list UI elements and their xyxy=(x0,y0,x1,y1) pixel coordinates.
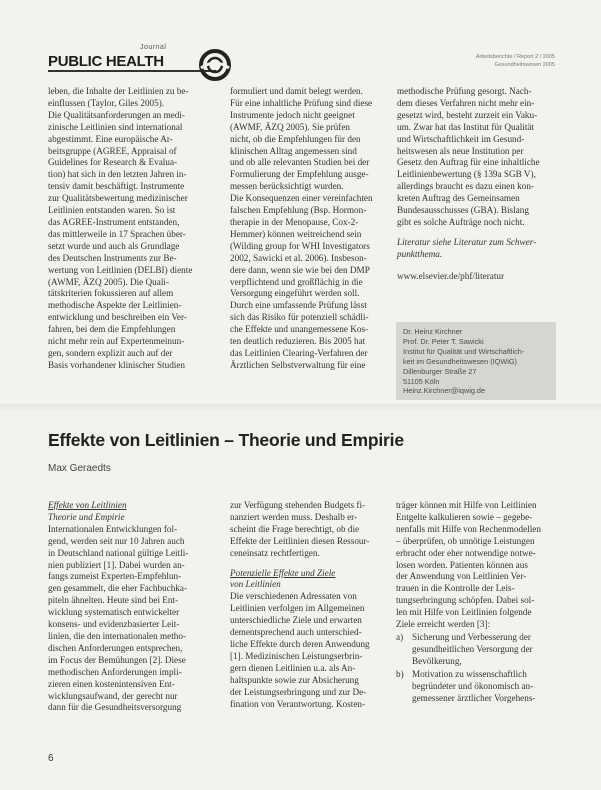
text-line: dann für die Gesundheitsversorgung xyxy=(48,702,182,713)
list-text xyxy=(412,669,558,705)
text-line: Sicherung und Verbesserung der xyxy=(412,631,531,642)
journal-logo xyxy=(48,44,218,84)
text-line: (AWMF, ÄZQ 2005). Die Quali- xyxy=(48,276,170,287)
list-text xyxy=(412,632,558,668)
text-line: beitsgruppe (AGREE, Appraisal of xyxy=(48,145,177,156)
text-line: Die Konsequenzen einer vereinfachten xyxy=(230,193,373,204)
text-line: das AGREE-Instrument entstanden, xyxy=(48,216,180,227)
address-line: keit im Gesundheitswesen (IQWiG) xyxy=(403,356,517,366)
list-marker: a) xyxy=(396,631,404,642)
text-line: gen gesammelt, die eher Fachbuchka- xyxy=(48,583,188,594)
text-line: len mit Hilfe von Leitlinien folgende xyxy=(396,607,532,618)
text-line: zur Verfügung stehenden Budgets fi- xyxy=(230,500,366,510)
text-line: der Leistungserbringung und zur De- xyxy=(230,686,367,697)
text-line: methodische Aspekte der Leitlinien- xyxy=(48,300,182,311)
list-item xyxy=(396,632,558,668)
text-line: Versorgung eingeführt werden soll. xyxy=(230,288,360,299)
text-line: gesundheitlichen Versorgung der xyxy=(412,643,533,654)
literature-url-link[interactable]: www.elsevier.de/phf/literatur xyxy=(397,270,505,281)
text-line: therapie in der Menopause, Cox-2- xyxy=(230,216,359,227)
text-line: falschen Empfehlung (Bsp. Hormon- xyxy=(230,205,367,216)
article-column-3 xyxy=(396,500,558,704)
text-line: piteln ähnelten. Heute sind bei Ent- xyxy=(48,595,179,606)
text-line: Ärztlichen Selbstverwaltung für eine xyxy=(230,359,366,370)
text-line: dere dann, wenn sie wie bei den DMP xyxy=(230,264,370,275)
section-subheading: Theorie und Empirie xyxy=(48,511,125,522)
text-line: Instrumente jedoch nicht geeignet xyxy=(230,109,355,120)
text-line: Hemmer) können weitreichend sein xyxy=(230,228,362,239)
logo-underline xyxy=(48,70,216,72)
text-line: der Anwendung von Leitlinien Ver- xyxy=(396,571,527,582)
list-item xyxy=(396,669,558,705)
text-line: heitswesen als neue Institution per xyxy=(397,145,524,156)
logo-text: PUBLIC HEALTH xyxy=(48,53,164,70)
text-line: formuliert und damit belegt werden. xyxy=(230,86,363,96)
text-line: einflussen (Taylor, Giles 2005). xyxy=(48,97,165,108)
header-meta-line1: Arbeitsberichte / Report 2 / 2005 xyxy=(475,54,555,60)
text-line: ceneinsatz rechtfertigen. xyxy=(230,547,320,558)
author-address-box xyxy=(396,322,556,400)
text-line: messen berücksichtigt wurden. xyxy=(230,181,344,192)
text-line: Bevölkerung, xyxy=(412,655,462,666)
text-line: das mittlerweile in 17 Sprachen über- xyxy=(48,228,186,239)
text-line: sich das Risiko für potenziell schädli- xyxy=(230,312,369,323)
text-line: in Deutschland national gültige Leitli- xyxy=(48,547,189,558)
logo-emblem-icon xyxy=(198,48,232,82)
text-line: methodischen Anforderungen impli- xyxy=(48,666,182,677)
literature-line: Literatur siehe Literatur zum Schwer- xyxy=(397,236,537,247)
top-article-column-3 xyxy=(397,86,555,283)
text-line: gend, werden seit nur 10 Jahren auch xyxy=(48,535,185,546)
text-line: des Deutschen Instruments zur Be- xyxy=(48,252,177,263)
text-line: Bundesausschusses (GBA). Bislang xyxy=(397,205,529,216)
text-line: 2002, Sawicki et al. 2006). Insbeson- xyxy=(230,252,367,263)
literature-line: punktthema. xyxy=(397,248,443,259)
section-heading: Effekte von Leitlinien xyxy=(48,500,127,510)
text-line: fahren, bei dem die Empfehlungen xyxy=(48,324,176,335)
page-number: 6 xyxy=(48,753,54,764)
text-line: wertung von Leitlinien (DELBI) diente xyxy=(48,264,193,275)
text-line: Leitlinien entstanden waren. So ist xyxy=(48,205,176,216)
text-line: tätskriterien fokussieren auf allem xyxy=(48,288,174,299)
text-line: und Wirtschaftlichkeit im Gesund- xyxy=(397,133,525,144)
text-line: das Leitlinien Clearing-Verfahren der xyxy=(230,347,368,358)
text-line: fination von Verantwortung. Kosten- xyxy=(230,698,366,709)
text-line: scheint die Frage berechtigt, ob die xyxy=(230,523,360,534)
text-line: Die verschiedenen Adressaten von xyxy=(230,591,357,602)
address-email[interactable]: Heinz.Kirchner@iqwig.de xyxy=(403,386,486,396)
text-line: Leitlinien verfolgen im Allgemeinen xyxy=(230,603,365,614)
article-divider xyxy=(0,404,601,412)
text-line: Für eine inhaltliche Prüfung sind diese xyxy=(230,97,373,108)
text-line: linien, die den internationalen metho- xyxy=(48,630,187,641)
address-line: Prof. Dr. Peter T. Sawicki xyxy=(403,336,484,346)
text-line: che Effekte und unangemessene Kos- xyxy=(230,324,369,335)
text-line: Internationalen Entwicklungen fol- xyxy=(48,523,178,534)
text-line: (Wilding group for WHI Investigators xyxy=(230,240,370,251)
address-line: 51105 Köln xyxy=(403,376,440,386)
text-line: verpflichtend und großflächig in die xyxy=(230,276,363,287)
text-line: Entgelte kalkulieren sowie – gegebe- xyxy=(396,511,533,522)
text-line: gern dienen Leitlinien u.a. als An- xyxy=(230,662,356,673)
article-column-2 xyxy=(230,500,390,710)
text-line: gibt es solche Aufträge noch nicht. xyxy=(397,216,525,227)
text-line: losen worden. Patienten können aus xyxy=(396,559,528,570)
text-line: Ziele erreicht werden [3]: xyxy=(396,619,491,630)
text-line: Guidelines for Research & Evalua- xyxy=(48,157,178,168)
text-line: kreten Auftrag des Gemeinsamen xyxy=(397,193,520,204)
article-column-1 xyxy=(48,500,218,714)
section-heading: Potenzielle Effekte und Ziele xyxy=(230,567,336,578)
text-line: dementsprechend auch unterschied- xyxy=(230,627,362,638)
text-line: zinische Leitlinien sind international xyxy=(48,121,183,132)
text-line: ten deutlich reduzieren. Bis 2005 hat xyxy=(230,336,366,347)
header-meta-line2: Gesundheitswesen 2005 xyxy=(494,62,555,68)
text-line: wicklungsaufwand, der gerecht nur xyxy=(48,690,178,701)
text-line: methodische Prüfung gesorgt. Nach- xyxy=(397,86,532,96)
text-line: nenfalls mit Hilfe von Rechenmodellen xyxy=(396,523,541,534)
text-line: Leitlinienbewertung (§ 139a SGB V), xyxy=(397,169,536,180)
text-line: trauen in die Kontrolle der Leis- xyxy=(396,583,515,594)
article-author: Max Geraedts xyxy=(48,463,111,474)
text-line: abgestimmt. Eine europäische Ar- xyxy=(48,133,173,144)
text-line: tion) hat sich in den letzten Jahren in- xyxy=(48,169,187,180)
text-line: haltspunkte sowie zur Absicherung xyxy=(230,674,359,685)
text-line: tungserbringung schöpfen. Dabei sol- xyxy=(396,595,535,606)
text-line: liche Effekte durch deren Anwendung xyxy=(230,638,370,649)
text-line: (AWMF, ÄZQ 2005). Sie prüfen xyxy=(230,121,350,132)
text-line: Gesetz den Auftrag für eine inhaltliche xyxy=(397,157,540,168)
text-line: gen, sondern explizit auch auf der xyxy=(48,347,173,358)
text-line: und ob alle relevanten Studien bei der xyxy=(230,157,370,168)
header-meta xyxy=(476,53,555,69)
text-line: allerdings braucht es dazu einen kon- xyxy=(397,181,534,192)
article-title: Effekte von Leitlinien – Theorie und Empirie xyxy=(48,430,404,450)
text-line: gemessener ärztlicher Vorgehens- xyxy=(412,692,536,703)
text-line: dischen Anforderungen entsprechen, xyxy=(48,642,183,653)
text-line: entwicklung und beschreiben ein Ver- xyxy=(48,312,187,323)
text-line: – überprüfen, ob unnötige Leistungen xyxy=(396,535,535,546)
address-line: Dr. Heinz Kirchner xyxy=(403,327,463,336)
text-line: unterschiedliche Ziele und erwarten xyxy=(230,615,362,626)
text-line: im Focus der Bemühungen [2]. Diese xyxy=(48,654,186,665)
text-line: klinischen Alltag angemessen sind xyxy=(230,145,357,156)
address-line: Institut für Qualität und Wirtschaftlich- xyxy=(403,346,525,356)
text-line: um. Zwar hat das Institut für Qualität xyxy=(397,121,535,132)
text-line: nien publiziert [1]. Dabei wurden an- xyxy=(48,559,185,570)
text-line: träger können mit Hilfe von Leitlinien xyxy=(396,500,537,510)
text-line: Effekte der Leitlinien diesen Ressour- xyxy=(230,535,370,546)
logo-journal-label: Journal xyxy=(140,44,167,51)
text-line: erbracht oder eher notwendige notwe- xyxy=(396,547,536,558)
text-line: nicht mehr rein auf Expertenmeinun- xyxy=(48,336,185,347)
text-line: fangs zumeist Experten-Empfehlun- xyxy=(48,571,182,582)
text-line: leben, die Inhalte der Leitlinien zu be- xyxy=(48,86,189,96)
text-line: Formulierung der Empfehlung ausge- xyxy=(230,169,369,180)
text-line: Basis vorhandener klinischer Studien xyxy=(48,359,186,370)
top-article-column-2 xyxy=(230,86,390,372)
address-line: Dillenburger Straße 27 xyxy=(403,366,477,376)
text-line: begründeter und ökonomisch an- xyxy=(412,680,534,691)
text-line: setzt wurde und auch als Grundlage xyxy=(48,240,180,251)
text-line: gesetzt wird, besteht zurzeit ein Vaku- xyxy=(397,109,538,120)
text-line: [1]. Medizinischen Leistungserbrin- xyxy=(230,650,363,661)
section-heading: von Leitlinien xyxy=(230,579,281,590)
text-line: Motivation zu wissenschaftlich xyxy=(412,668,527,679)
text-line: zur Qualitätsbewertung medizinischer xyxy=(48,193,188,204)
text-line: Die Qualitätsanforderungen an medi- xyxy=(48,109,185,120)
text-line: nanziert werden muss. Deshalb er- xyxy=(230,511,358,522)
list-marker: b) xyxy=(396,668,404,679)
text-line: konsens- und evidenzbasierter Leit- xyxy=(48,619,180,630)
top-article-column-1 xyxy=(48,86,220,372)
text-line: nicht, ob die Empfehlungen für den xyxy=(230,133,361,144)
text-line: Durch eine umfassende Prüfung lässt xyxy=(230,300,367,311)
text-line: tensiv damit beschäftigt. Instrumente xyxy=(48,181,185,192)
text-line: dem dieses Verfahren nicht mehr ein- xyxy=(397,97,535,108)
text-line: wicklung systematisch entwickelter xyxy=(48,607,180,618)
text-line: zieren einen kostenintensiven Ent- xyxy=(48,678,175,689)
literature-note xyxy=(397,237,555,261)
